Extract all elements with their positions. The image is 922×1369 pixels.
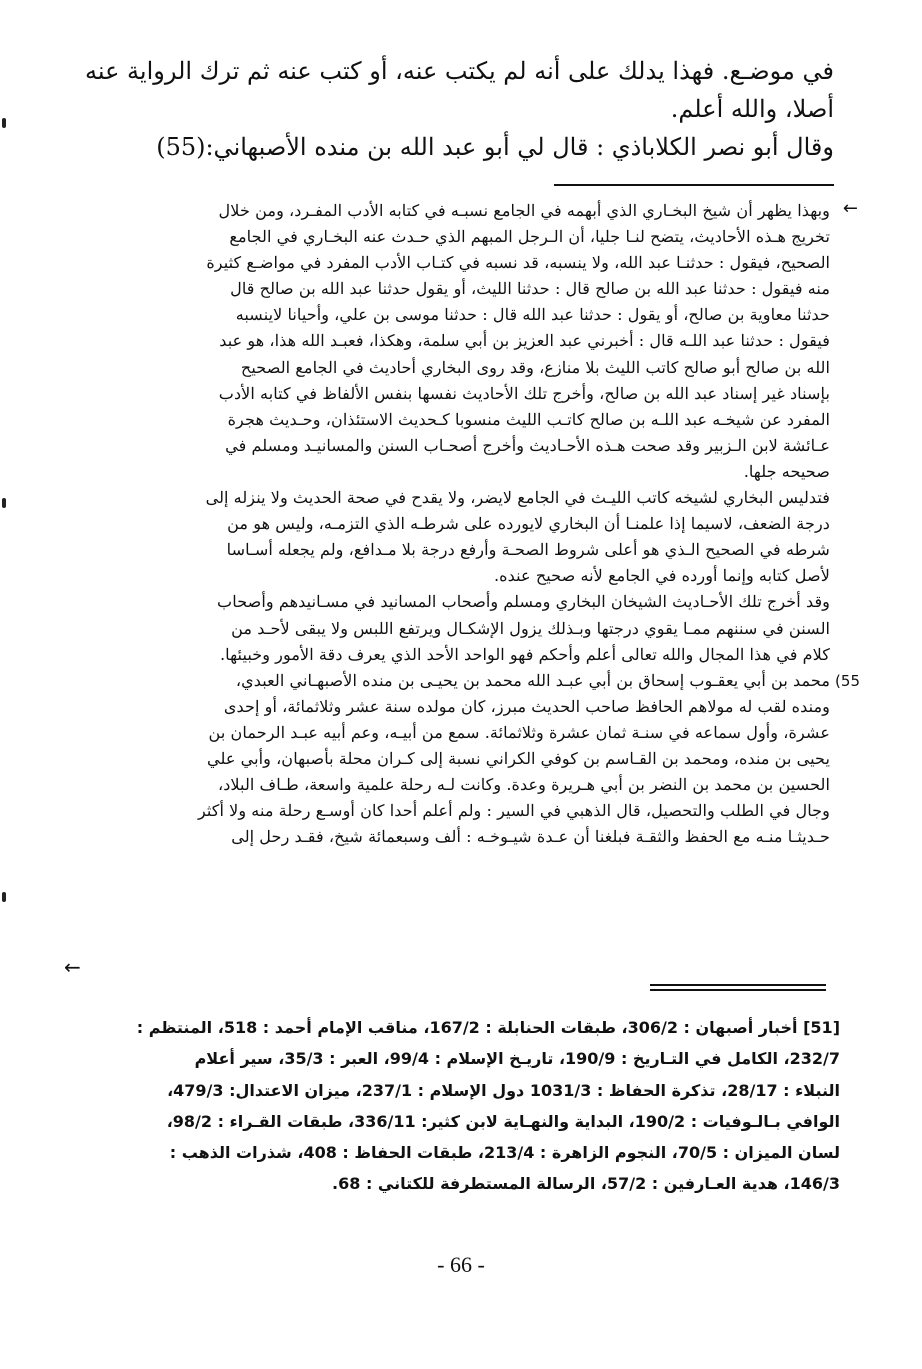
page-number: - 66 - (437, 1252, 485, 1277)
references (136, 1012, 840, 1200)
footnote-line: عـائشة لابن الـزبير وقد صحت هـذه الأحـاديث وأخرج أصحـاب السنن والمسانيـد ومسلم في (225, 435, 830, 455)
footnote-separator (554, 184, 834, 186)
footnote-line: الحسين بن محمد بن النضر بن أبي هـريرة وعدة. وكانت لـه رحلة علمية واسعة، طـاف البلاد، (217, 775, 830, 795)
footnote-line-text: محمد بن أبي يعقـوب إسحاق بن أبي عبـد الله محمد بن يحيـى بن منده الأصبهـاني العبدي، (235, 670, 830, 690)
footnote-line: المفرد عن شيخـه عبد اللـه بن صالح كاتـب الليث منسوبا كـحديث الاستئذان، وحـديث هجرة (227, 409, 830, 429)
footnote-line: شرطه في الصحيح الـذي هو أعلى شروط الصحـة وأرفع درجة بلا مـدافع، ولم يجعله أسـاسا (226, 540, 830, 560)
footnote-line: الصحيح، فيقول : حدثنـا عبد الله، ولا ينسبه، قد نسبه في كتـاب الأدب المفرد في مواضـع كثيرة (206, 253, 830, 273)
footnote-line: فيقول : حدثنا عبد اللـه قال : أخبرني عبد العزيز بن أبي سلمة، وهكذا، فعبـد الله هذا، هو عبد (219, 331, 830, 351)
footnote-line: وبهذا يظهر أن شيخ البخـاري الذي أبهمه في الجامع نسبـه في كتابه الأدب المفـرد، ومن خلال (218, 201, 830, 220)
references-separator-bottom (650, 989, 826, 991)
footnote-line: يحيى بن منده، ومحمد بن القـاسم بن كوفي الكراني نسبة إلى كـران محلة بأصبهان، وأبي علي (206, 748, 830, 768)
footnote-line: حدثنا معاوية بن صالح، أو يقول : حدثنا عبد الله قال : حدثنا موسى بن علي، وأحيانا لاينسبه (235, 305, 830, 325)
footnote-line: السنن في سننهم ممـا يقوي درجتها وبـذلك يزول الإشكـال ويرتفع اللبس ولا يبقى لأحـد من (231, 618, 830, 638)
scan-mark (2, 498, 6, 508)
reference-line: النبلاء : 28/17، تذكرة الحفاظ : 1031/3 دول الإسلام : 237/1، ميزان الاعتدال: 479/3، (167, 1080, 840, 1100)
scan-mark (2, 118, 6, 128)
footnote-line: لأصل كتابه وإنما أورده في الجامع لأنه صحيح عنده. (494, 566, 830, 586)
reference-tag: [51] (803, 1018, 840, 1037)
footnote-line: وجال في الطلب والتحصيل، قال الذهبي في السير : ولم أعلم أحدا كان أوسـع رحلة منه ولا أكثر (197, 801, 830, 821)
reference-line-text: أخبار أصبهان : 306/2، طبقات الحنابلة : 167/2، مناقب الإمام أحمد : 518، المنتظم : (136, 1018, 798, 1037)
footnote-line: ومنده لقب له مولاهم الحافظ صاحب الحديث مبرز، كان مولده سنة عشر وثلاثمائة، أو إحدى (223, 696, 830, 716)
reference-line: لسان الميزان : 70/5، النجوم الزاهرة : 213/4، طبقات الحفاظ : 408، شذرات الذهب : (169, 1143, 840, 1163)
footnote-line: بإسناد غير إسناد عبد الله بن صالح، وأخرج تلك الأحاديث نفسها بنفس الألفاظ في كتابه الأدب (218, 383, 830, 403)
references-separator-top (650, 984, 826, 986)
main-text (64, 52, 834, 168)
main-text-line: وقال أبو نصر الكلاباذي : قال لي أبو عبد الله بن منده الأصبهاني:(55) (156, 133, 834, 161)
reference-line: 146/3، هدية العـارفين : 57/2، الرسالة المستطرفة للكتاني : 68. (332, 1174, 840, 1194)
footnote-line: الله بن صالح أبو صالح كاتب الليث بلا منازع، وقد روى البخاري أحاديث في الجامع الصحيح (240, 357, 830, 377)
continuation-arrow-icon: ← (64, 955, 81, 979)
scan-mark (2, 892, 6, 902)
footnote-number: 55) (835, 671, 860, 690)
reference-line: الوافي بـالـوفيات : 190/2، البداية والنهـاية لابن كثير: 336/11، طبقات القـراء : 98/2، (166, 1111, 840, 1131)
footnote-line: كلام في هذا المجال والله تعالى أعلم وأحكم فهو الواحد الأحد الذي يعرف دقة الأمور وخبيئها. (220, 644, 830, 664)
footnote-line: فتدليس البخاري لشيخه كاتب الليـث في الجامع لايضر، ولا يقدح في صحة الحديث ولا ينزله إلى (205, 488, 830, 508)
footnote-line (66, 668, 860, 694)
continuation-arrow-icon: ← (842, 198, 858, 219)
footnote-line: عشرة، وأول سماعه في سنـة ثمان عشرة وثلاثمائة. سمع من أبيـه، وعم أبيه عبـد الرحمان بن (208, 722, 830, 742)
footnote-line: درجة الضعف، لاسيما إذا علمنـا أن البخاري لايورده على شرطـه الذي التزمـه، وليس هو من (227, 514, 830, 534)
footnotes (66, 198, 860, 850)
reference-line (136, 1012, 840, 1043)
footnote-line: حـديثـا منـه مع الحفظ والثقـة فبلغنا أن عـدة شيـوخـه : ألف وسبعمائة شيخ، فقـد رحل إلى (231, 827, 830, 847)
footnote-line: منه فيقول : حدثنا عبد الله بن صالح قال : حدثنا الليث، أو يقول حدثنا عبد الله بن صالح قال (230, 279, 830, 299)
footnote-line: وقد أخرج تلك الأحـاديث الشيخان البخاري ومسلم وأصحاب المسانيد في مسـانيدهم وأصحاب (217, 592, 830, 612)
footnote-line: صحيحه جلها. (743, 461, 830, 481)
footnote-line: تخريج هـذه الأحاديث، يتضح لنـا جليا، أن الـرجل المبهم الذي حـدث عنه البخـاري في الجامع (229, 227, 830, 247)
reference-line: 232/7، الكامل في التـاريخ : 190/9، تاريـخ الإسلام : 99/4، العبر : 35/3، سير أعلام (194, 1049, 840, 1069)
main-text-line: في موضـع. فهذا يدلك على أنه لم يكتب عنه، أو كتب عنه ثم ترك الرواية عنه (84, 57, 834, 85)
main-text-line: أصلا، والله أعلم. (670, 95, 834, 123)
